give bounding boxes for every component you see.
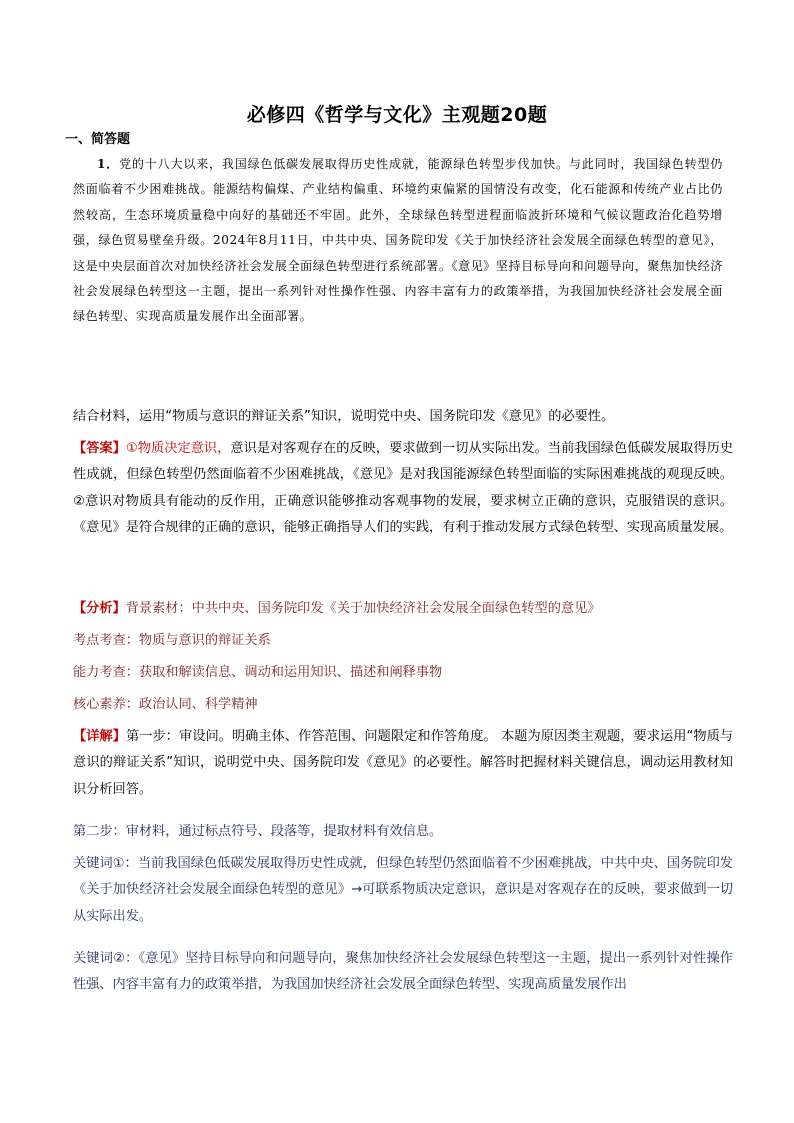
detail-keyword-2: 关键词②：《意见》坚持目标导向和问题导向，聚焦加快经济社会发展绿色转型这一主题，提出一系列针对性操作性强、内容丰富有力的政策举措，为我国加快经济社会发展全面绿色转型、实现高质量发展作出 [73, 951, 733, 993]
answer-lead: ①物质决定意识， [125, 441, 231, 456]
detail-keyword-1: 关键词①：当前我国绿色低碳发展取得历史性成就，但绿色转型仍然面临着不少困难挑战，中共中央、国务院印发《关于加快经济社会发展全面绿色转型的意见》→可联系物质决定意识，意识是对客观存在的反映，要求做到一切从实际出发。 [73, 856, 733, 924]
analysis-literacy: 核心素养：政治认同、科学精神 [73, 697, 258, 712]
question-prompt: 结合材料，运用“物质与意识的辩证关系”知识，说明党中央、国务院印发《意见》的必要性。 [73, 409, 615, 424]
page-title: 必修四《哲学与文化》主观题20题 [246, 104, 548, 126]
detail-tag: 【详解】 [73, 729, 126, 744]
question-number: 1． [97, 157, 120, 171]
detail-step2: 第二步：审材料，通过标点符号、段落等，提取材料有效信息。 [73, 824, 443, 839]
analysis-background [73, 596, 733, 622]
detail-step1 [73, 724, 733, 803]
analysis-tag: 【分析】 [73, 601, 126, 616]
answer-block [73, 436, 733, 542]
question-material [73, 152, 723, 330]
question-material-text: 党的十八大以来，我国绿色低碳发展取得历史性成就，能源绿色转型步伐加快。与此同时，我国绿色转型仍然面临着不少困难挑战。能源结构偏煤、产业结构偏重、环境约束偏紧的国情没有改变，化石能源和传统产业占比仍然较高，生态环境质量稳中向好的基础还不牢固。此外，全球绿色转型进程面临波折环境和气候议题政治化趋势增强，绿色贸易壁垒升级。2024年8月11日，中共中央、国务院印发《关于加快经济社会发展全面绿色转型的意见》，这是中央层面首次对加快经济社会发展全面绿色转型进行系统部署。《意见》坚持目标导向和问题导向，聚焦加快经济社会发展绿色转型这一主题，提出一系列针对性操作性强、内容丰富有力的政策举措，为我国加快经济社会发展全面绿色转型、实现高质量发展作出全面部署。 [73, 157, 723, 324]
analysis-knowledge: 考点考查：物质与意识的辩证关系 [73, 633, 271, 648]
answer-text: 意识是对客观存在的反映，要求做到一切从实际出发。当前我国绿色低碳发展取得历史性成就，但绿色转型仍然面临着不少困难挑战，《意见》是对我国能源绿色转型面临的实际困难挑战的观现反映。②意识对物质具有能动的反作用，正确意识能够推动客观事物的发展，要求树立正确的意识，克服错误的意识。《意见》是符合规律的正确的意识，能够正确指导人们的实践，有利于推动发展方式绿色转型、实现高质量发展。 [73, 441, 734, 536]
detail-step1-text: 第一步：审设问。明确主体、作答范围、问题限定和作答角度。 本题为原因类主观题，要求运用“物质与意识的辩证关系”知识，说明党中央、国务院印发《意见》的必要性。解答时把握材料关键信息，调动运用教材知识分析回答。 [73, 729, 734, 797]
analysis-background-text: 背景素材：中共中央、国务院印发《关于加快经济社会发展全面绿色转型的意见》 [125, 601, 601, 616]
analysis-ability: 能力考查：获取和解读信息、调动和运用知识、描述和阐释事物 [73, 665, 443, 680]
answer-tag: 【答案】 [73, 441, 126, 456]
section-heading: 一、简答题 [65, 132, 131, 147]
